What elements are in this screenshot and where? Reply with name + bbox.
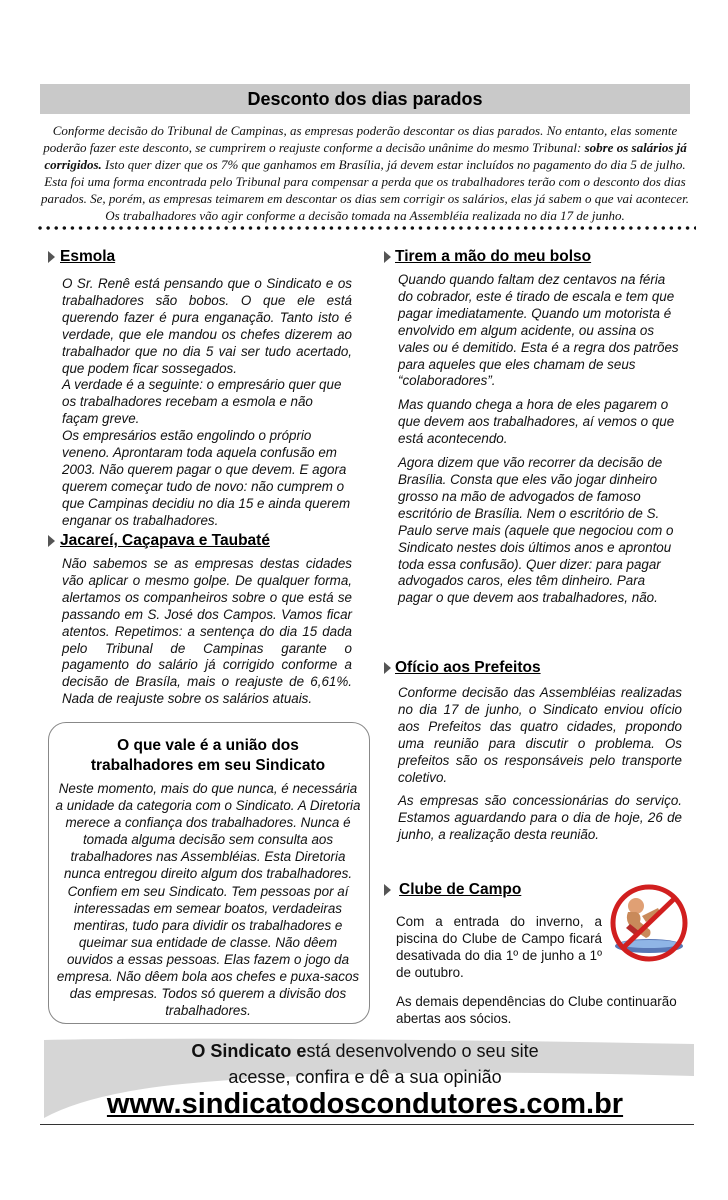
clube-paragraph-1-text: Com a entrada do inverno, a piscina do Clube de Campo ficará desativada do dia 1º de junho a 1º de outubro. <box>396 914 602 980</box>
section-title-jacarei: Jacareí, Caçapava e Taubaté <box>60 532 270 549</box>
bolso-paragraph-1: Quando quando faltam dez centavos na féria do cobrador, este é tirado de escala e tem que pagar imediatamente. Quando um motorista é envolvido em algum acidente, ou assina os vales ou é demitido. Esta é a regra dos patrões para aqueles que eles chamam de seus “colaboradores”. <box>398 272 679 389</box>
footer-line-1-bold: O Sindicato e <box>191 1041 307 1061</box>
intro-text-1: Conforme decisão do Tribunal de Campinas, as empresas poderão descontar os dias parados. No entanto, elas somente poderão fazer este desconto, se cumprirem o reajuste conforme a decisão unânime do mesmo Tribunal: <box>43 123 678 155</box>
bullet-arrow-icon <box>384 251 391 263</box>
footer-line-1-rest: stá desenvolvendo o seu site <box>306 1041 539 1061</box>
footer-line-2: acesse, confira e dê a sua opinião <box>228 1067 502 1087</box>
section-title-bolso: Tirem a mão do meu bolso <box>395 248 592 265</box>
union-title-line-2: trabalhadores em seu Sindicato <box>90 757 326 774</box>
clube-paragraph-1 <box>396 914 602 982</box>
bolso-body <box>398 272 682 607</box>
oficio-paragraph-2: As empresas são concessionárias do serviço. Estamos aguardando para o dia de hoje, 26 de junho, a realização desta reunião. <box>398 793 682 843</box>
clube-paragraph-2-text: As demais dependências do Clube continuarão abertas aos sócios. <box>396 994 677 1026</box>
jacarei-body: Não sabemos se as empresas destas cidades vão aplicar o mesmo golpe. De qualquer forma, alertamos os companheiros sobre o que está se passando em S. José dos Campos. Vamos ficar atentos. Repetimos: a sentença do dia 15 dada pelo Tribunal de Campinas garante o pagamento do salário já corrigido conforme a decisão de Brasíla, mais o reajuste de 6,61%. Nada de reajuste sobre os salários atuais. <box>62 556 352 707</box>
esmola-body <box>62 276 352 530</box>
intro-paragraph <box>40 122 690 224</box>
oficio-body <box>398 685 682 844</box>
footer-line-1 <box>40 1040 690 1062</box>
union-body: Neste momento, mais do que nunca, é necessária a unidade da categoria com o Sindicato. A Diretoria merece a confiança dos trabalhadores. Nunca é tomada alguma decisão sem consulta aos trabalhadores nas Assembléias. Esta Diretoria nunca entregou direito algum dos trabalhadores. Confiem em seu Sindicato. Tem pessoas por aí interessadas em semear boatos, verdadeiras mentiras, tudo para dividir os trabalhadores e queimar sua entidade de classe. Não dêem ouvidos a essas pessoas. Elas fazem o jogo da empresa. Não dêem bola aos chefes e puxa-sacos das empresas. Todos só querem a divisão dos trabalhadores. <box>55 781 361 1019</box>
intro-text-2: Isto quer dizer que os 7% que ganhamos em Brasília, já devem estar incluídos no pagamento do dia 5 de julho. Esta foi uma forma encontrada pelo Tribunal para compensar a perda que os trabalhadores terão com o desconto dos dias parados. Se, porém, as empresas teimarem em descontar os dias sem corrigir os salários, elas já sabem o que vai acontecer. Os trabalhadores vão agir conforme a decisão tomada na Assembléia realizada no dia 17 de junho. <box>41 157 689 223</box>
esmola-paragraph-3: Os empresários estão engolindo o próprio veneno. Aprontaram toda aquela confusão em 2003. Não querem pagar o que devem. E agora querem começar tudo de novo: não cumprem o que Campinas decidiu no dia 15 e ainda querem enganar os trabalhadores. <box>62 428 351 528</box>
section-title-oficio: Ofício aos Prefeitos <box>395 659 541 676</box>
clube-paragraph-2 <box>396 994 696 1028</box>
esmola-paragraph-2: A verdade é a seguinte: o empresário quer que os trabalhadores recebam a esmola e não façam greve. <box>62 377 342 427</box>
bolso-paragraph-3: Agora dizem que vão recorrer da decisão de Brasília. Consta que eles vão jogar dinheiro grosso na mão de advogados de famoso escritório de Brasília. Nem o escritório de S. Paulo serve mais (aquele que negociou com o Sindicato nestes dois últimos anos e aprontou toda essa confusão). Quer dizer: para pagar advogados caros, eles têm dinheiro. Para pagar o que devem aos trabalhadores, não. <box>398 455 674 606</box>
esmola-paragraph-1: O Sr. Renê está pensando que o Sindicato e os trabalhadores são bobos. O que ele está querendo fazer é pura enganação. Tanto isto é verdade, que ele mandou os chefes dizerem ao trabalhador que no dia 5 vai ser tudo acertado, que podem ficar sossegados. <box>62 276 352 376</box>
union-title <box>50 736 366 776</box>
website-link[interactable]: www.sindicatodoscondutores.com.br <box>106 1088 624 1120</box>
oficio-paragraph-1: Conforme decisão das Assembléias realizadas no dia 17 de junho, o Sindicato enviou ofício aos Prefeitos das quatro cidades, propondo uma reunião para discutir o problema. Os prefeitos são os responsáveis pelo transporte coletivo. <box>398 685 682 785</box>
intro-emphasis: sobre os salários já corrigidos. <box>44 140 687 172</box>
bullet-arrow-icon <box>384 884 391 896</box>
section-title-esmola: Esmola <box>60 248 116 265</box>
no-swimming-icon <box>606 882 692 964</box>
dotted-divider <box>36 224 696 232</box>
bullet-arrow-icon <box>384 662 391 674</box>
page-title: Desconto dos dias parados <box>247 89 483 109</box>
bullet-arrow-icon <box>48 251 55 263</box>
bullet-arrow-icon <box>48 535 55 547</box>
union-title-line-1: O que vale é a união dos <box>117 737 299 754</box>
footer-divider <box>40 1124 694 1125</box>
bolso-paragraph-2: Mas quando chega a hora de eles pagarem o que devem aos trabalhadores, aí vemos o que está acontecendo. <box>398 397 675 447</box>
section-title-clube: Clube de Campo <box>399 881 522 898</box>
